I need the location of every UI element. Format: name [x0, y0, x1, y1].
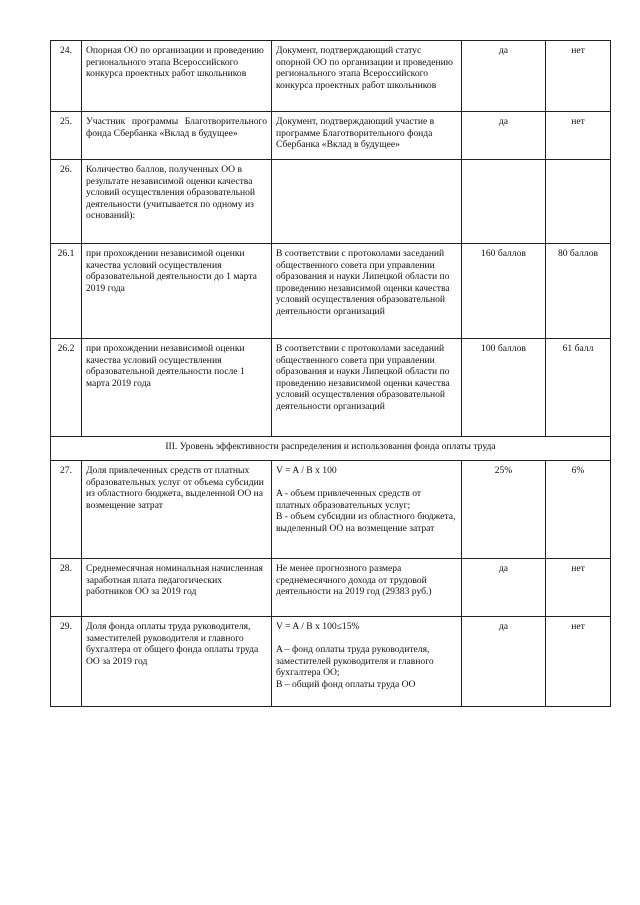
table-row: [51, 559, 611, 617]
criterion-cell: Участник программы Благотворительного фонда Сбербанка «Вклад в будущее»: [82, 112, 272, 160]
document-cell: Не менее прогнозного размера среднемесячного дохода от трудовой деятельности на 2019 год (29383 руб.): [272, 559, 462, 617]
section-row: [51, 437, 611, 461]
document-cell: Документ, подтверждающий статус опорной ОО по организации и проведению регионального этапа Всероссийского конкурса проектных работ школьников: [272, 41, 462, 112]
value-cell-1: 25%: [462, 461, 546, 559]
table-row: [51, 461, 611, 559]
value-cell-1: 100 баллов: [462, 339, 546, 437]
row-number: 25.: [51, 112, 82, 160]
value-cell-1: да: [462, 617, 546, 707]
value-cell-2: 6%: [546, 461, 611, 559]
criterion-cell: Количество баллов, полученных ОО в результате независимой оценки качества условий осуществления образовательной деятельности (учитывается по одному из оснований):: [82, 160, 272, 244]
value-cell-2: нет: [546, 112, 611, 160]
criterion-cell: Среднемесячная номинальная начисленная заработная плата педагогических работников ОО за 2019 год: [82, 559, 272, 617]
criterion-cell: при прохождении независимой оценки качества условий осуществления образовательной деятельности до 1 марта 2019 года: [82, 244, 272, 339]
criterion-cell: Доля привлеченных средств от платных образовательных услуг от объема субсидии из областного бюджета, выделенной ОО на возмещение затрат: [82, 461, 272, 559]
value-cell-1: да: [462, 41, 546, 112]
row-number: 26.: [51, 160, 82, 244]
document-cell: В соответствии с протоколами заседаний общественного совета при управлении образования и науки Липецкой области по проведению независимой оценки качества условий осуществления образовательной деятельности организаций: [272, 244, 462, 339]
row-number: 29.: [51, 617, 82, 707]
section-title: III. Уровень эффективности распределения и использования фонда оплаты труда: [51, 437, 611, 461]
table-row: [51, 160, 611, 244]
value-cell-2: нет: [546, 559, 611, 617]
value-cell-1: да: [462, 559, 546, 617]
value-cell-1: да: [462, 112, 546, 160]
criterion-cell: Доля фонда оплаты труда руководителя, заместителей руководителя и главного бухгалтера от общего фонда оплаты труда ОО за 2019 год: [82, 617, 272, 707]
value-cell-1: 160 баллов: [462, 244, 546, 339]
table-row: [51, 339, 611, 437]
criteria-table: [50, 40, 611, 707]
row-number: 24.: [51, 41, 82, 112]
row-number: 26.1: [51, 244, 82, 339]
row-number: 27.: [51, 461, 82, 559]
value-cell-2: нет: [546, 41, 611, 112]
table-row: [51, 617, 611, 707]
value-cell-1: [462, 160, 546, 244]
value-cell-2: 61 балл: [546, 339, 611, 437]
document-cell: V = A / B x 100≤15% A – фонд оплаты труда руководителя, заместителей руководителя и главного бухгалтера ОО; B – общий фонд оплаты труда ОО: [272, 617, 462, 707]
table-row: [51, 112, 611, 160]
criterion-cell: Опорная ОО по организации и проведению регионального этапа Всероссийского конкурса проектных работ школьников: [82, 41, 272, 112]
criterion-cell: при прохождении независимой оценки качества условий осуществления образовательной деятельности после 1 марта 2019 года: [82, 339, 272, 437]
value-cell-2: [546, 160, 611, 244]
table-row: [51, 244, 611, 339]
table-row: [51, 41, 611, 112]
row-number: 26.2: [51, 339, 82, 437]
value-cell-2: нет: [546, 617, 611, 707]
value-cell-2: 80 баллов: [546, 244, 611, 339]
row-number: 28.: [51, 559, 82, 617]
document-cell: [272, 160, 462, 244]
document-cell: V = A / B x 100 A - объем привлеченных средств от платных образовательных услуг; B - объем субсидии из областного бюджета, выделенный ОО на возмещение затрат: [272, 461, 462, 559]
document-cell: В соответствии с протоколами заседаний общественного совета при управлении образования и науки Липецкой области по проведению независимой оценки качества условий осуществления образовательной деятельности организаций: [272, 339, 462, 437]
document-cell: Документ, подтверждающий участие в программе Благотворительного фонда Сбербанка «Вклад в будущее»: [272, 112, 462, 160]
